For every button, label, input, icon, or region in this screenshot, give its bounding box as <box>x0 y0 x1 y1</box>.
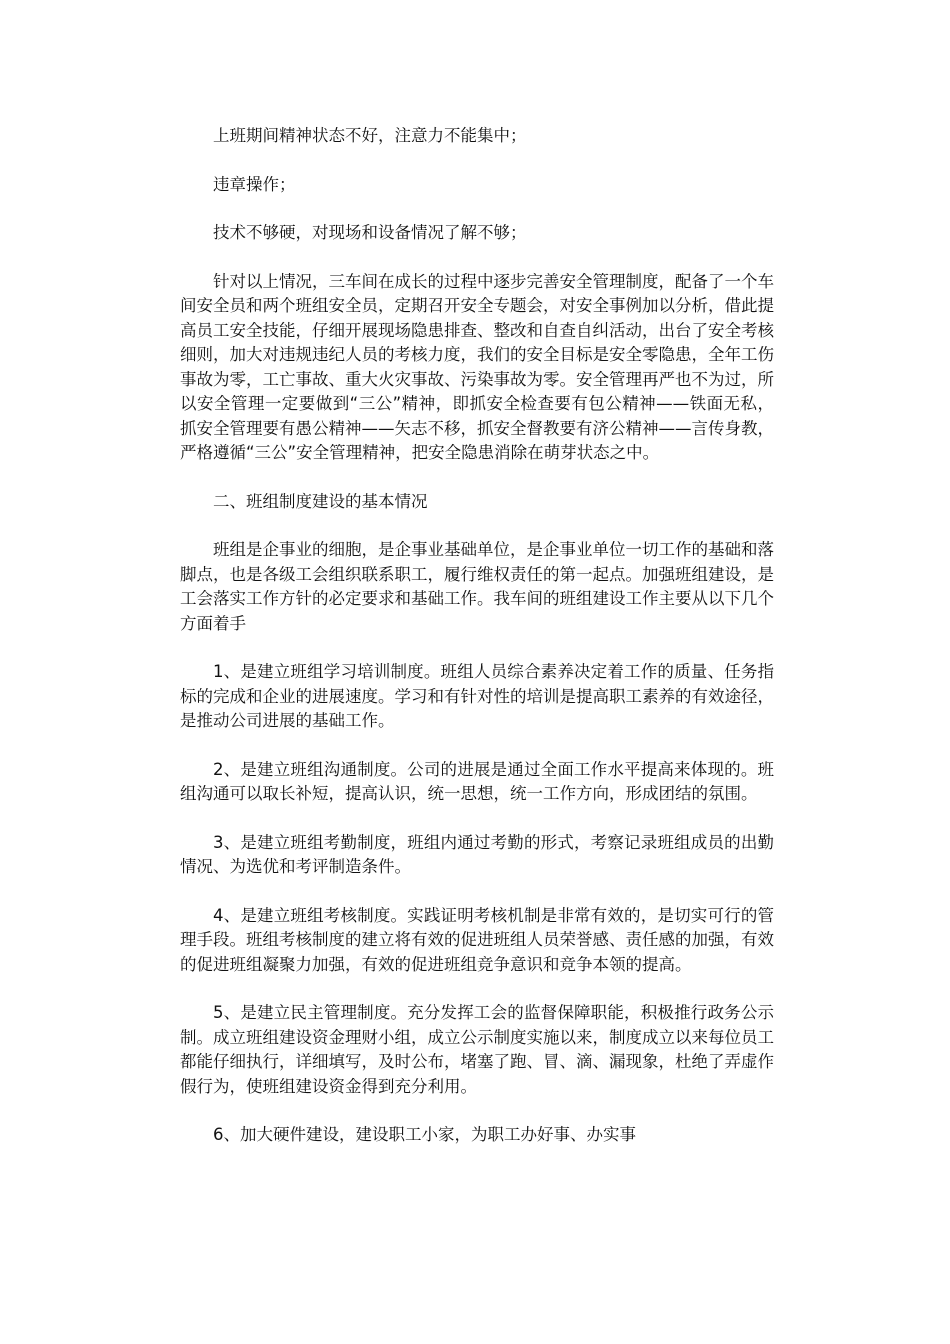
paragraph-skills: 技术不够硬，对现场和设备情况了解不够； <box>213 223 527 242</box>
paragraph-item-4: 4、是建立班组考核制度。实践证明考核机制是非常有效的，是切实可行的管理手段。班组考核制度的建立将有效的促进班组人员荣誉感、责任感的加强，有效的促进班组凝聚力加强，有效的促进班组竞争意识和竞争本领的提高。 <box>180 905 774 974</box>
paragraph-item-2: 2、是建立班组沟通制度。公司的进展是通过全面工作水平提高来体现的。班组沟通可以取长补短，提高认识，统一思想，统一工作方向，形成团结的氛围。 <box>180 759 774 803</box>
paragraph-team-intro: 班组是企事业的细胞，是企事业基础单位，是企事业单位一切工作的基础和落脚点，也是各级工会组织联系职工，履行维权责任的第一起点。加强班组建设，是工会落实工作方针的必定要求和基础工作。我车间的班组建设工作主要从以下几个方面着手 <box>180 540 774 633</box>
paragraph-item-6: 6、加大硬件建设，建设职工小家，为职工办好事、办实事 <box>213 1125 636 1144</box>
section-heading: 二、班组制度建设的基本情况 <box>213 491 428 511</box>
paragraph-safety-management: 针对以上情况，三车间在成长的过程中逐步完善安全管理制度，配备了一个车间安全员和两个班组安全员，定期召开安全专题会，对安全事例加以分析，借此提高员工安全技能，仔细开展现场隐患排查、整改和自查自纠活动，出台了安全考核细则，加大对违规违纪人员的考核力度，我们的安全目标是安全零隐患，全年工伤事故为零，工亡事故、重大火灾事故、污染事故为零。安全管理再严也不为过，所以安全管理一定要做到“三公”精神，即抓安全检查要有包公精神——铁面无私，抓安全管理要有愚公精神——矢志不移，抓安全督教要有济公精神——言传身教，严格遵循“三公”安全管理精神，把安全隐患消除在萌芽状态之中。 <box>180 271 774 462</box>
paragraph-item-1: 1、是建立班组学习培训制度。班组人员综合素养决定着工作的质量、任务指标的完成和企业的进展速度。学习和有针对性的培训是提高职工素养的有效途径，是推动公司进展的基础工作。 <box>180 662 774 730</box>
paragraph-violation: 违章操作； <box>213 174 296 194</box>
paragraph-item-5: 5、是建立民主管理制度。充分发挥工会的监督保障职能，积极推行政务公示制。成立班组建设资金理财小组，成立公示制度实施以来，制度成立以来每位员工都能仔细执行，详细填写，及时公布，堵塞了跑、冒、滴、漏现象，杜绝了弄虚作假行为，使班组建设资金得到充分利用。 <box>180 1003 774 1096</box>
paragraph-mental-state: 上班期间精神状态不好，注意力不能集中； <box>213 126 527 145</box>
paragraph-item-3: 3、是建立班组考勤制度，班组内通过考勤的形式，考察记录班组成员的出勤情况、为选优和考评制造条件。 <box>180 832 774 876</box>
document-body <box>180 124 774 1172</box>
